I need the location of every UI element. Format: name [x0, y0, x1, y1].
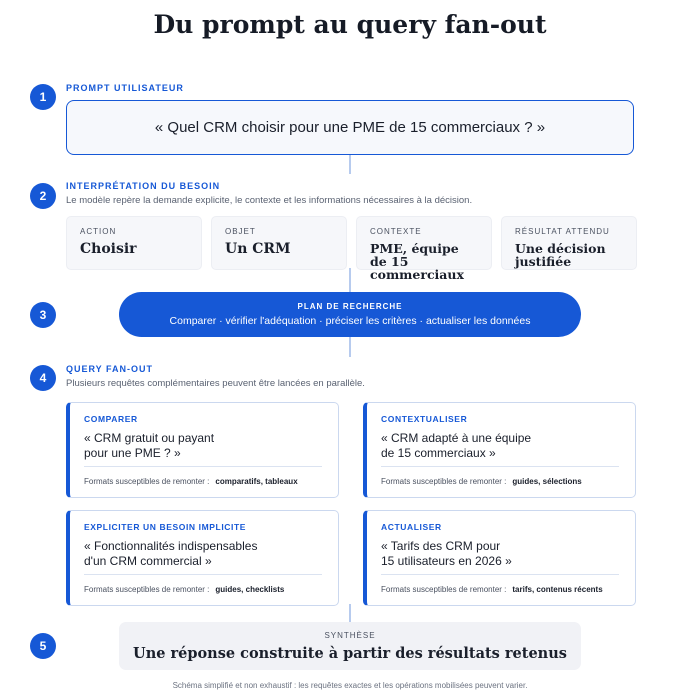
user-prompt-text: « Quel CRM choisir pour une PME de 15 commerciaux ? »: [154, 119, 546, 136]
divider: [381, 574, 619, 575]
interpretation-card-objet: [211, 216, 347, 270]
search-plan-subtitle: Comparer · vérifier l'adéquation · préciser les critères · actualiser les données: [169, 315, 531, 327]
formats-value: comparatifs, tableaux: [215, 477, 298, 486]
formats-prefix: Formats susceptibles de remonter :: [381, 585, 507, 594]
connector-line: [349, 155, 351, 174]
interpretation-section-label: INTERPRÉTATION DU BESOIN: [66, 181, 221, 191]
fanout-card-formats: [381, 477, 582, 486]
synthesis-label: SYNTHÈSE: [324, 631, 376, 640]
fanout-section-label: QUERY FAN-OUT: [66, 364, 154, 374]
formats-prefix: Formats susceptibles de remonter :: [84, 477, 210, 486]
interpretation-description: Le modèle repère la demande explicite, le contexte et les informations nécessaires à la décision.: [66, 195, 473, 206]
user-prompt-box: [66, 100, 634, 155]
search-plan-title: PLAN DE RECHERCHE: [297, 302, 403, 311]
connector-line: [349, 337, 351, 357]
card-key: ACTION: [80, 227, 117, 236]
step-number-5: 5: [30, 633, 56, 659]
connector-line: [349, 268, 351, 292]
card-key: CONTEXTE: [370, 227, 422, 236]
divider: [84, 574, 322, 575]
card-key: RÉSULTAT ATTENDU: [515, 227, 610, 236]
fanout-card-query: « Fonctionnalités indispensables d'un CRM commercial »: [84, 539, 258, 568]
fanout-card-label: EXPLICITER UN BESOIN IMPLICITE: [84, 522, 247, 532]
card-value: Choisir: [80, 241, 137, 257]
page-title: Du prompt au query fan-out: [153, 10, 547, 39]
fanout-card-query: « CRM gratuit ou payant pour une PME ? »: [84, 431, 215, 460]
card-key: OBJET: [225, 227, 256, 236]
fanout-card-actualiser: [363, 510, 636, 606]
synthesis-box: [119, 622, 581, 670]
fanout-card-query: « Tarifs des CRM pour 15 utilisateurs en 2026 »: [381, 539, 512, 568]
divider: [381, 466, 619, 467]
fanout-card-expliciter: [66, 510, 339, 606]
fanout-card-contextualiser: [363, 402, 636, 498]
step-number-3: 3: [30, 302, 56, 328]
fanout-description: Plusieurs requêtes complémentaires peuvent être lancées en parallèle.: [66, 378, 365, 389]
search-plan-box: [119, 292, 581, 337]
formats-value: guides, sélections: [512, 477, 582, 486]
fanout-card-query: « CRM adapté à une équipe de 15 commerciaux »: [381, 431, 532, 460]
divider: [84, 466, 322, 467]
step-number-1: 1: [30, 84, 56, 110]
fanout-card-comparer: [66, 402, 339, 498]
fanout-card-formats: [84, 477, 298, 486]
formats-value: guides, checklists: [215, 585, 285, 594]
formats-prefix: Formats susceptibles de remonter :: [381, 477, 507, 486]
interpretation-card-contexte: [356, 216, 492, 282]
formats-prefix: Formats susceptibles de remonter :: [84, 585, 210, 594]
prompt-section-label: PROMPT UTILISATEUR: [66, 83, 184, 93]
formats-value: tarifs, contenus récents: [512, 585, 603, 594]
fanout-card-label: CONTEXTUALISER: [381, 414, 468, 424]
fanout-card-formats: [84, 585, 284, 594]
step-number-4: 4: [30, 365, 56, 391]
interpretation-card-resultat: [501, 216, 637, 270]
interpretation-card-action: [66, 216, 202, 270]
fanout-card-label: ACTUALISER: [381, 522, 442, 532]
card-value: Un CRM: [225, 241, 291, 257]
fanout-card-formats: [381, 585, 603, 594]
card-value: Une décision justifiée: [515, 241, 606, 269]
step-number-2: 2: [30, 183, 56, 209]
connector-line: [349, 604, 351, 622]
fanout-card-label: COMPARER: [84, 414, 138, 424]
card-value: PME, équipe de 15 commerciaux: [370, 241, 464, 282]
synthesis-text: Une réponse construite à partir des résultats retenus: [133, 645, 567, 662]
footnote: Schéma simplifié et non exhaustif : les requêtes exactes et les opérations mobilisées peuvent varier.: [172, 681, 528, 690]
